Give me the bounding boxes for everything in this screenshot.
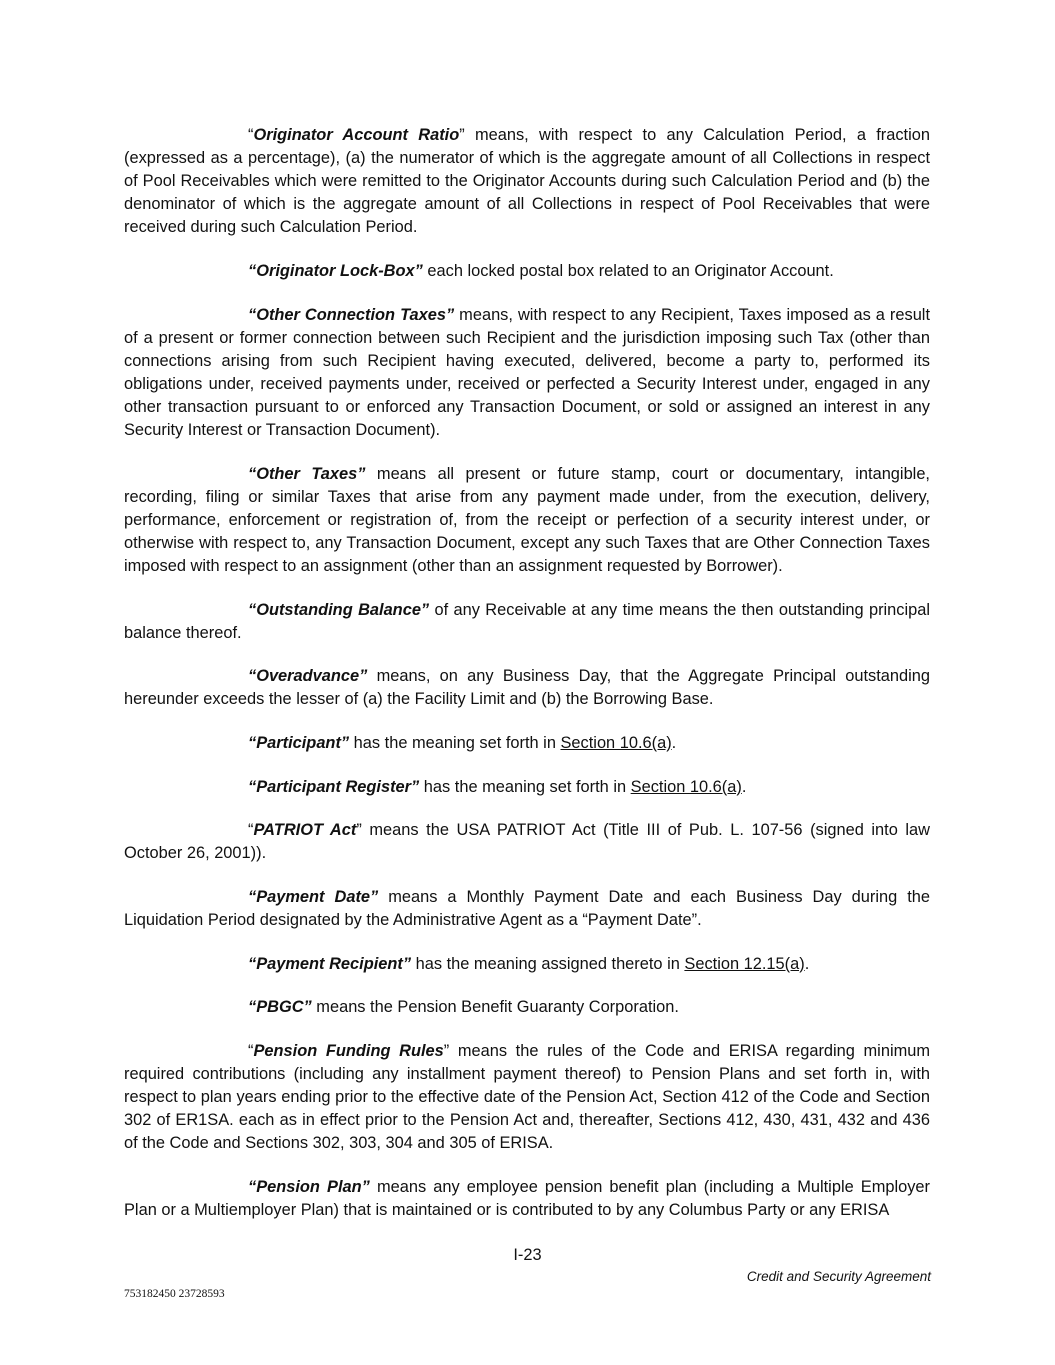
period: . — [804, 954, 810, 973]
definition-originator-lock-box — [124, 260, 930, 283]
definition-text: each locked postal box related to an Originator Account. — [422, 261, 834, 280]
defined-term: “PBGC” — [248, 998, 312, 1017]
definition-other-taxes — [124, 463, 930, 578]
definition-participant-register — [124, 776, 930, 799]
section-reference-link[interactable]: Section 12.15(a) — [684, 954, 805, 973]
defined-term: “Other Connection Taxes” — [248, 305, 455, 324]
definition-payment-date — [124, 886, 930, 932]
period: . — [671, 733, 677, 752]
open-quote: “ — [248, 1041, 254, 1060]
page-number: I-23 — [513, 1246, 542, 1264]
definition-text: has the meaning set forth in — [349, 733, 561, 752]
defined-term: “Pension Plan” — [248, 1177, 370, 1196]
definition-text: means, with respect to any Recipient, Taxes imposed as a result of a present or former connection between such Recipient and the jurisdiction imposing such Tax (other than connections arising from such Recipient having executed, delivered, become a party to, performed its obligations under, received payments under, received or perfected a Security Interest under, engaged in any other transaction pursuant to or enforced any Transaction Document, or sold or assigned an interest in any Security Interest or Transaction Document). — [124, 305, 931, 440]
definition-pension-plan — [124, 1176, 930, 1222]
defined-term: “Participant Register” — [248, 777, 420, 796]
close-quote: ” — [356, 821, 362, 840]
definition-other-connection-taxes — [124, 304, 930, 443]
definition-text: has the meaning set forth in — [419, 777, 631, 796]
close-quote: ” — [459, 126, 465, 144]
section-reference-link[interactable]: Section 10.6(a) — [560, 733, 672, 752]
open-quote: “ — [248, 821, 254, 840]
defined-term: “Participant” — [248, 733, 350, 752]
open-quote: “ — [248, 126, 254, 144]
defined-term: Originator Account Ratio — [253, 126, 460, 144]
close-quote: ” — [443, 1041, 450, 1060]
definition-text: means any employee pension benefit plan (including a Multiple Employer Plan or a Multiemployer Plan) that is maintained or is contributed to by any Columbus Party or any ERISA — [124, 1177, 931, 1219]
definition-originator-account-ratio — [124, 124, 930, 239]
definition-text: means, on any Business Day, that the Aggregate Principal outstanding hereunder exceeds the lesser of (a) the Facility Limit and (b) the Borrowing Base. — [124, 667, 930, 709]
defined-term: “Other Taxes” — [248, 464, 366, 483]
definition-text: has the meaning assigned thereto in — [411, 954, 685, 973]
definition-pbgc — [124, 996, 930, 1019]
document-title: Credit and Security Agreement — [746, 1269, 931, 1284]
defined-term: “Payment Recipient” — [248, 954, 412, 973]
defined-term: “Outstanding Balance” — [248, 600, 430, 619]
definition-payment-recipient — [124, 953, 930, 976]
definition-text: means the USA PATRIOT Act (Title III of Pub. L. 107-56 (signed into law October 26, 2001)). — [124, 821, 930, 863]
definition-patriot-act — [124, 819, 930, 865]
definition-overadvance — [124, 665, 930, 711]
defined-term: “Overadvance” — [248, 667, 368, 686]
section-reference-link[interactable]: Section 10.6(a) — [630, 777, 742, 796]
definition-text: means the Pension Benefit Guaranty Corporation. — [311, 998, 679, 1017]
definition-text: of any Receivable at any time means the then outstanding principal balance thereof. — [124, 600, 931, 642]
definition-text: means all present or future stamp, court or documentary, intangible, recording, filing or similar Taxes that arise from any payment made under, from the execution, delivery, performance, enforcement or registration of, from the receipt or perfection of a security interest under, or otherwise with respect to, any Transaction Document, except any such Taxes that are Other Connection Taxes imposed with respect to an assignment (other than an assignment requested by Borrower). — [124, 464, 930, 575]
period: . — [741, 777, 747, 796]
document-body — [124, 124, 930, 1242]
definition-text: means the rules of the Code and ERISA regarding minimum required contributions (including any installment payment thereof) to Pension Plans and set forth in, with respect to plan years ending prior to the effective date of the Pension Act, Section 412 of the Code and Section 302 of ER1SA. each as in effect prior to the Pension Act and, thereafter, Sections 412, 430, 431, 432 and 436 of the Code and Sections 302, 303, 304 and 305 of ERISA. — [124, 1041, 931, 1153]
document-id: 753182450 23728593 — [124, 1288, 225, 1300]
definition-text: means, with respect to any Calculation Period, a fraction (expressed as a percentage), (a) the numerator of which is the aggregate amount of all Collections in respect of Pool Receivables which were remitted to the Originator Accounts during such Calculation Period and (b) the denominator of which is the aggregate amount of all Collections in respect of Pool Receivables that were received during such Calculation Period. — [124, 126, 930, 237]
definition-text: means a Monthly Payment Date and each Business Day during the Liquidation Period designated by the Administrative Agent as a “Payment Date”. — [124, 887, 930, 929]
definition-pension-funding-rules — [124, 1040, 930, 1155]
defined-term: Pension Funding Rules — [253, 1041, 444, 1060]
defined-term: “Originator Lock-Box” — [248, 261, 423, 280]
definition-participant — [124, 732, 930, 755]
defined-term: “Payment Date” — [248, 887, 379, 906]
defined-term: PATRIOT Act — [253, 821, 357, 840]
definition-outstanding-balance — [124, 599, 930, 645]
